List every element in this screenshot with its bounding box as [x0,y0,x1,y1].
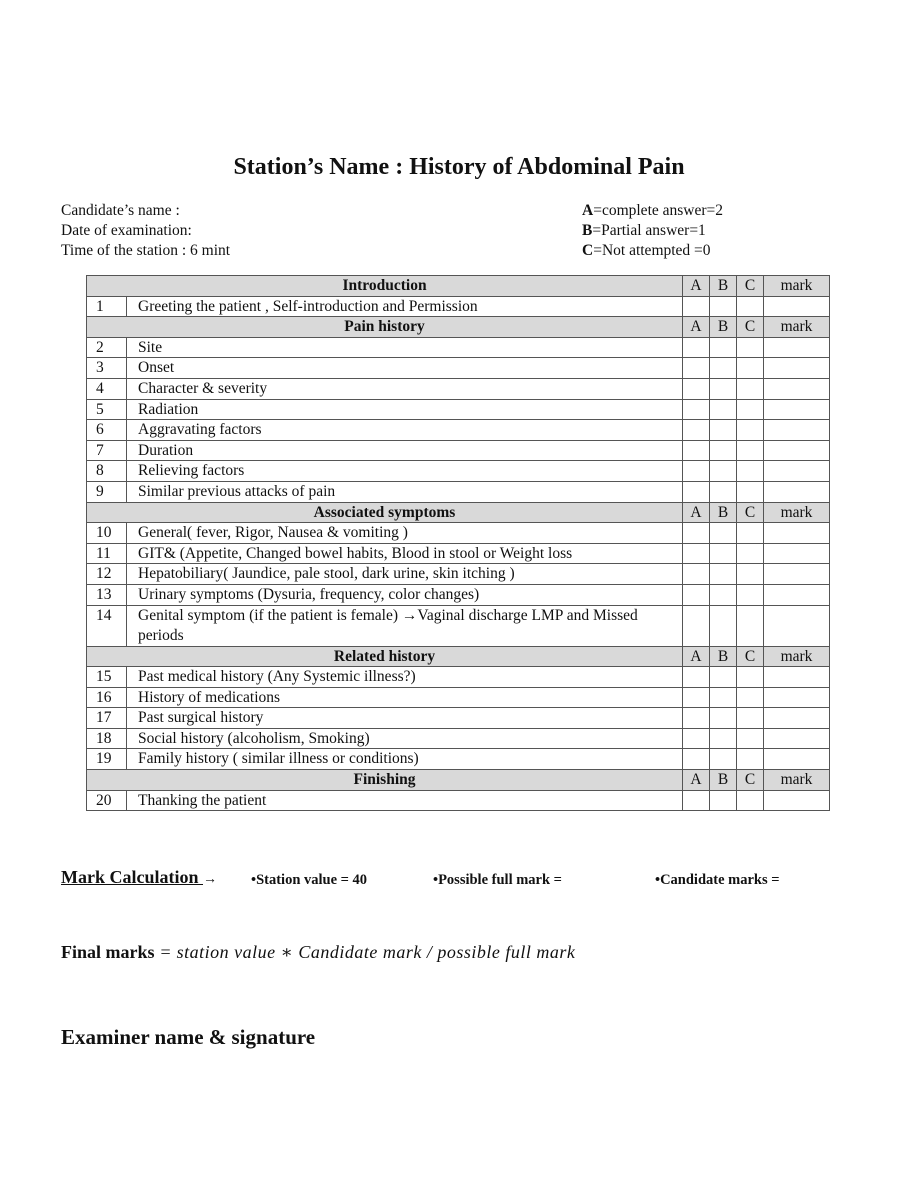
item-number: 2 [87,337,127,358]
score-cell-c[interactable] [737,337,764,358]
section-header-row [87,317,830,338]
item-number: 1 [87,296,127,317]
score-cell-c[interactable] [737,605,764,646]
score-cell-b[interactable] [710,790,737,811]
score-cell-mark[interactable] [764,708,830,729]
score-cell-a[interactable] [683,564,710,585]
column-header-a: A [683,770,710,791]
item-number: 15 [87,667,127,688]
score-cell-a[interactable] [683,523,710,544]
table-row [87,337,830,358]
section-title: Introduction [87,276,683,297]
grading-legend [582,201,723,261]
examiner-signature-label: Examiner name & signature [61,1025,316,1049]
score-cell-c[interactable] [737,461,764,482]
legend-c-key: C [582,242,594,259]
item-number: 16 [87,687,127,708]
station-value: •Station value = 40 [251,872,368,888]
score-cell-c[interactable] [737,728,764,749]
table-row [87,399,830,420]
item-text: Greeting the patient , Self-introduction and Permission [127,296,683,317]
score-cell-b[interactable] [710,440,737,461]
score-cell-mark[interactable] [764,440,830,461]
table-row [87,584,830,605]
exam-date-label: Date of examination: [61,222,192,239]
final-marks-label: Final marks [61,942,155,962]
score-cell-a[interactable] [683,749,710,770]
item-number: 18 [87,728,127,749]
item-number: 14 [87,605,127,646]
legend-b [582,221,723,241]
item-text: General( fever, Rigor, Nausea & vomiting ) [127,523,683,544]
score-cell-mark[interactable] [764,543,830,564]
item-number: 9 [87,481,127,502]
legend-a-text: =complete answer=2 [593,202,724,219]
item-number: 4 [87,378,127,399]
item-text: Family history ( similar illness or conditions) [127,749,683,770]
column-header-b: B [710,317,737,338]
score-cell-mark[interactable] [764,687,830,708]
item-number: 8 [87,461,127,482]
item-text: Character & severity [127,378,683,399]
score-cell-b[interactable] [710,481,737,502]
score-cell-mark[interactable] [764,523,830,544]
score-cell-b[interactable] [710,523,737,544]
item-text: Relieving factors [127,461,683,482]
column-header-a: A [683,317,710,338]
item-text: Duration [127,440,683,461]
item-number: 11 [87,543,127,564]
score-cell-b[interactable] [710,461,737,482]
final-marks-equals: = [160,942,171,962]
score-cell-c[interactable] [737,440,764,461]
score-cell-a[interactable] [683,728,710,749]
table-row [87,543,830,564]
item-number: 10 [87,523,127,544]
column-header-mark: mark [764,317,830,338]
score-cell-b[interactable] [710,564,737,585]
possible-full-mark: •Possible full mark = [433,872,562,888]
item-text: Urinary symptoms (Dysuria, frequency, color changes) [127,584,683,605]
score-cell-c[interactable] [737,584,764,605]
score-cell-b[interactable] [710,584,737,605]
section-title: Related history [87,646,683,667]
score-cell-c[interactable] [737,481,764,502]
table-row [87,749,830,770]
score-cell-a[interactable] [683,790,710,811]
score-cell-a[interactable] [683,605,710,646]
score-cell-a[interactable] [683,296,710,317]
score-cell-mark[interactable] [764,399,830,420]
column-header-mark: mark [764,276,830,297]
score-cell-mark[interactable] [764,728,830,749]
score-cell-b[interactable] [710,605,737,646]
score-cell-c[interactable] [737,296,764,317]
score-cell-mark[interactable] [764,378,830,399]
section-title: Associated symptoms [87,502,683,523]
score-cell-c[interactable] [737,399,764,420]
score-cell-a[interactable] [683,378,710,399]
item-text: Past medical history (Any Systemic illness?) [127,667,683,688]
score-cell-a[interactable] [683,399,710,420]
score-cell-b[interactable] [710,708,737,729]
column-header-a: A [683,646,710,667]
item-number: 13 [87,584,127,605]
score-cell-a[interactable] [683,440,710,461]
column-header-c: C [737,646,764,667]
column-header-mark: mark [764,646,830,667]
score-cell-c[interactable] [737,564,764,585]
table-row [87,440,830,461]
column-header-mark: mark [764,502,830,523]
item-text: Onset [127,358,683,379]
table-row [87,523,830,544]
item-text: Radiation [127,399,683,420]
score-cell-c[interactable] [737,790,764,811]
legend-c [582,241,723,261]
legend-b-text: =Partial answer=1 [592,222,706,239]
final-marks [61,942,575,963]
item-text: Genital symptom (if the patient is female) →Vaginal discharge LMP and Missed periods [127,605,683,646]
score-cell-c[interactable] [737,420,764,441]
score-cell-a[interactable] [683,584,710,605]
item-text: Similar previous attacks of pain [127,481,683,502]
table-row [87,420,830,441]
score-cell-b[interactable] [710,420,737,441]
score-cell-c[interactable] [737,523,764,544]
final-marks-formula: station value ∗ Candidate mark / possible full mark [176,942,576,962]
score-cell-a[interactable] [683,667,710,688]
table-row [87,296,830,317]
column-header-c: C [737,317,764,338]
item-number: 6 [87,420,127,441]
section-header-row [87,770,830,791]
column-header-b: B [710,770,737,791]
score-cell-a[interactable] [683,420,710,441]
column-header-mark: mark [764,770,830,791]
legend-c-text: =Not attempted =0 [593,242,711,259]
score-cell-mark[interactable] [764,296,830,317]
candidate-marks: •Candidate marks = [655,872,780,888]
score-cell-c[interactable] [737,358,764,379]
score-cell-c[interactable] [737,543,764,564]
score-cell-b[interactable] [710,296,737,317]
score-cell-mark[interactable] [764,790,830,811]
table-row [87,461,830,482]
score-cell-mark[interactable] [764,584,830,605]
score-cell-c[interactable] [737,667,764,688]
item-number: 20 [87,790,127,811]
section-header-row [87,276,830,297]
item-text: Hepatobiliary( Jaundice, pale stool, dark urine, skin itching ) [127,564,683,585]
score-cell-b[interactable] [710,378,737,399]
score-cell-mark[interactable] [764,749,830,770]
legend-b-key: B [582,222,593,239]
score-cell-mark[interactable] [764,337,830,358]
checklist-body [87,276,830,811]
section-header-row [87,646,830,667]
item-number: 17 [87,708,127,729]
score-cell-b[interactable] [710,337,737,358]
column-header-b: B [710,646,737,667]
item-number: 19 [87,749,127,770]
table-row [87,378,830,399]
item-text: Site [127,337,683,358]
item-text: Past surgical history [127,708,683,729]
score-cell-c[interactable] [737,708,764,729]
score-cell-c[interactable] [737,378,764,399]
score-cell-b[interactable] [710,728,737,749]
score-cell-b[interactable] [710,399,737,420]
item-number: 7 [87,440,127,461]
score-cell-b[interactable] [710,543,737,564]
station-time-label: Time of the station : 6 mint [61,242,231,259]
table-row [87,687,830,708]
column-header-c: C [737,276,764,297]
score-cell-c[interactable] [737,749,764,770]
score-cell-mark[interactable] [764,605,830,646]
item-text: Thanking the patient [127,790,683,811]
item-text: History of medications [127,687,683,708]
section-title: Pain history [87,317,683,338]
item-text: GIT& (Appetite, Changed bowel habits, Blood in stool or Weight loss [127,543,683,564]
mark-calculation-label: Mark Calculation [61,867,203,887]
item-text: Aggravating factors [127,420,683,441]
score-cell-mark[interactable] [764,564,830,585]
item-number: 3 [87,358,127,379]
legend-a [582,201,723,221]
table-row [87,358,830,379]
column-header-a: A [683,502,710,523]
table-row [87,564,830,585]
table-row [87,728,830,749]
checklist-table [86,275,830,811]
column-header-a: A [683,276,710,297]
column-header-b: B [710,502,737,523]
column-header-c: C [737,770,764,791]
score-cell-b[interactable] [710,667,737,688]
score-cell-b[interactable] [710,358,737,379]
section-header-row [87,502,830,523]
section-title: Finishing [87,770,683,791]
table-row [87,790,830,811]
arrow-icon: → [203,872,217,887]
score-cell-a[interactable] [683,481,710,502]
item-number: 12 [87,564,127,585]
score-cell-mark[interactable] [764,420,830,441]
score-cell-a[interactable] [683,358,710,379]
legend-a-key: A [582,202,594,219]
score-cell-c[interactable] [737,687,764,708]
table-row [87,605,830,646]
score-cell-a[interactable] [683,461,710,482]
score-cell-a[interactable] [683,708,710,729]
candidate-name-label: Candidate’s name : [61,202,180,219]
table-row [87,667,830,688]
item-number: 5 [87,399,127,420]
score-cell-mark[interactable] [764,481,830,502]
page-title: Station’s Name : History of Abdominal Pain [233,154,685,180]
column-header-c: C [737,502,764,523]
item-text: Social history (alcoholism, Smoking) [127,728,683,749]
score-cell-mark[interactable] [764,358,830,379]
score-cell-mark[interactable] [764,667,830,688]
column-header-b: B [710,276,737,297]
score-cell-a[interactable] [683,687,710,708]
score-cell-mark[interactable] [764,461,830,482]
score-cell-a[interactable] [683,543,710,564]
score-cell-b[interactable] [710,687,737,708]
candidate-info [61,201,230,261]
mark-calculation [61,867,780,888]
table-row [87,481,830,502]
score-cell-b[interactable] [710,749,737,770]
table-row [87,708,830,729]
score-cell-a[interactable] [683,337,710,358]
